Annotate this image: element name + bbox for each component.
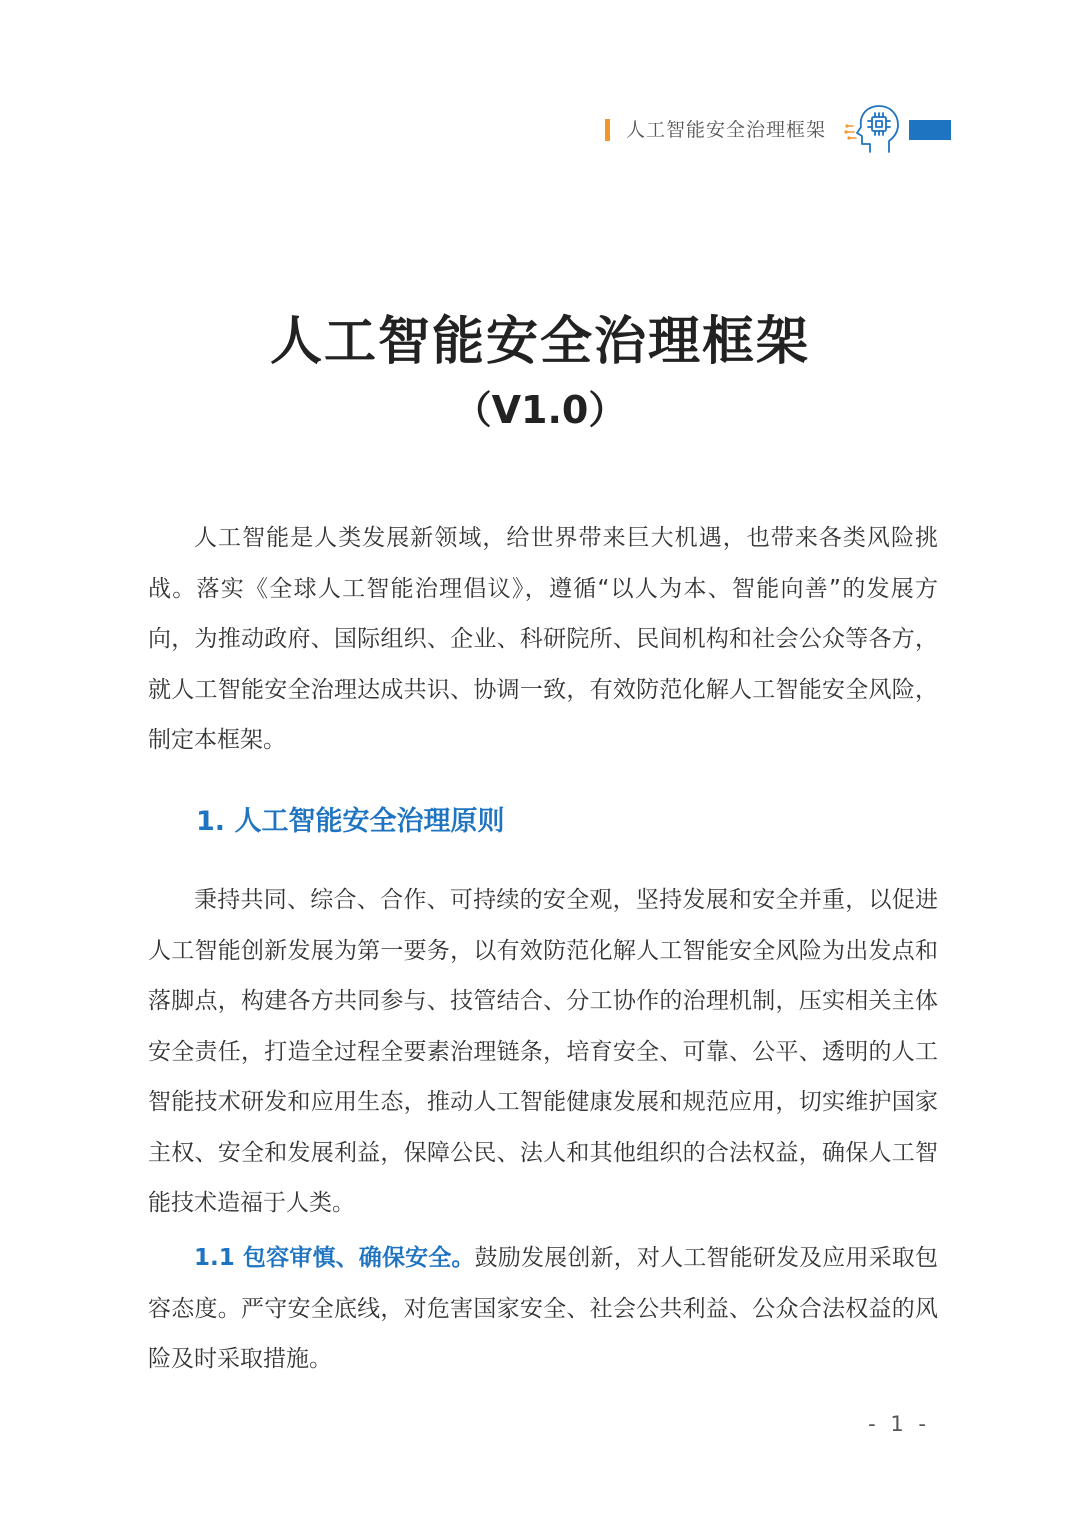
principle-item-1-1-label: 1.1 包容审慎、确保安全。 bbox=[194, 1245, 475, 1271]
header-title: 人工智能安全治理框架 bbox=[626, 119, 827, 141]
header-orange-bar bbox=[605, 119, 610, 141]
principle-item-1-1-text: 鼓励发展创新，对人工智能研发及应用采取包容态度。严守安全底线，对危害国家安全、社会公共利益、公众合法权益的风险及时采取措施。 bbox=[148, 1245, 938, 1372]
document-title: 人工智能安全治理框架 bbox=[269, 312, 810, 372]
ai-head-circuit-icon bbox=[842, 100, 902, 160]
principle-item-1-1 bbox=[148, 1233, 938, 1385]
section-1-heading: 1. 人工智能安全治理原则 bbox=[196, 806, 505, 837]
header-blue-bar bbox=[909, 120, 951, 140]
section-1-paragraph: 秉持共同、综合、合作、可持续的安全观，坚持发展和安全并重，以促进人工智能创新发展为第一要务，以有效防范化解人工智能安全风险为出发点和落脚点，构建各方共同参与、技管结合、分工协作的治理机制，压实相关主体安全责任，打造全过程全要素治理链条，培育安全、可靠、公平、透明的人工智能技术研发和应用生态，推动人工智能健康发展和规范应用，切实维护国家主权、安全和发展利益，保障公民、法人和其他组织的合法权益，确保人工智能技术造福于人类。 bbox=[148, 887, 938, 1216]
intro-paragraph: 人工智能是人类发展新领域，给世界带来巨大机遇，也带来各类风险挑战。落实《全球人工智能治理倡议》，遵循“以人为本、智能向善”的发展方向，为推动政府、国际组织、企业、科研院所、民间机构和社会公众等各方，就人工智能安全治理达成共识、协调一致，有效防范化解人工智能安全风险，制定本框架。 bbox=[148, 525, 938, 753]
document-version: （V1.0） bbox=[453, 388, 627, 432]
running-header bbox=[0, 104, 1080, 160]
page-number: - 1 - bbox=[868, 1412, 930, 1436]
